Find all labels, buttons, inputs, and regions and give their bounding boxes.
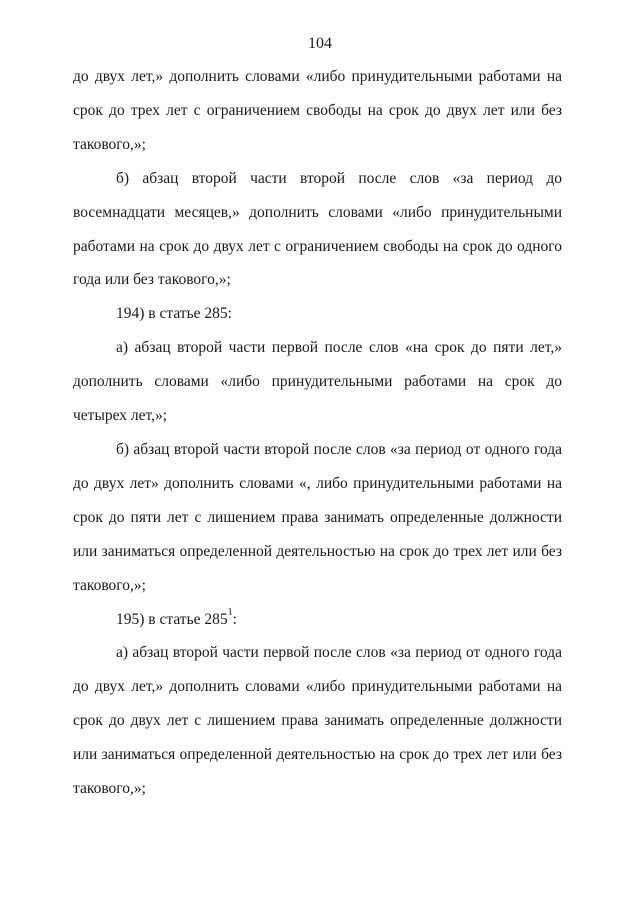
paragraph-item-b-193	[73, 162, 562, 298]
paragraph-text: б) абзац второй части второй после слов «за период до восемнадцати месяцев,» дополнить словами «либо принудительными работами на срок до двух лет с ограничением свободы на срок до одного года или без такового,»;	[73, 169, 562, 289]
paragraph-item-195-heading	[73, 603, 562, 637]
article-superscript: 1	[227, 607, 233, 619]
paragraph-text: б) абзац второй части второй после слов «за период от одного года до двух лет» дополнить словами «, либо принудительными работами на срок до пяти лет с лишением права занимать определенные должности или заниматься определенной деятельностью на срок до трех лет или без такового,»;	[73, 440, 562, 594]
paragraph-text: до двух лет,» дополнить словами «либо принудительными работами на срок до трех лет с ограничением свободы на срок до двух лет или без такового,»;	[73, 68, 562, 153]
paragraph-text: а) абзац второй части первой после слов «за период от одного года до двух лет,» дополнить словами «либо принудительными работами на срок до двух лет с лишением права занимать определенные должности или заниматься определенной деятельностью на срок до трех лет или без такового,»;	[73, 644, 562, 798]
paragraph-text: а) абзац второй части первой после слов «на срок до пяти лет,» дополнить словами «либо принудительными работами на срок до четырех лет,»;	[73, 339, 562, 425]
paragraph-item-194-heading	[73, 297, 562, 331]
paragraph-text: 194) в статье 285:	[116, 305, 232, 323]
document-body	[73, 60, 562, 806]
paragraph-continuation	[73, 60, 562, 162]
paragraph-item-a-195	[73, 636, 562, 806]
paragraph-item-b-194	[73, 433, 562, 603]
paragraph-item-a-194	[73, 331, 562, 433]
paragraph-text: 195) в статье 285	[116, 610, 228, 628]
page-number: 104	[308, 35, 332, 52]
paragraph-suffix: :	[232, 610, 237, 628]
